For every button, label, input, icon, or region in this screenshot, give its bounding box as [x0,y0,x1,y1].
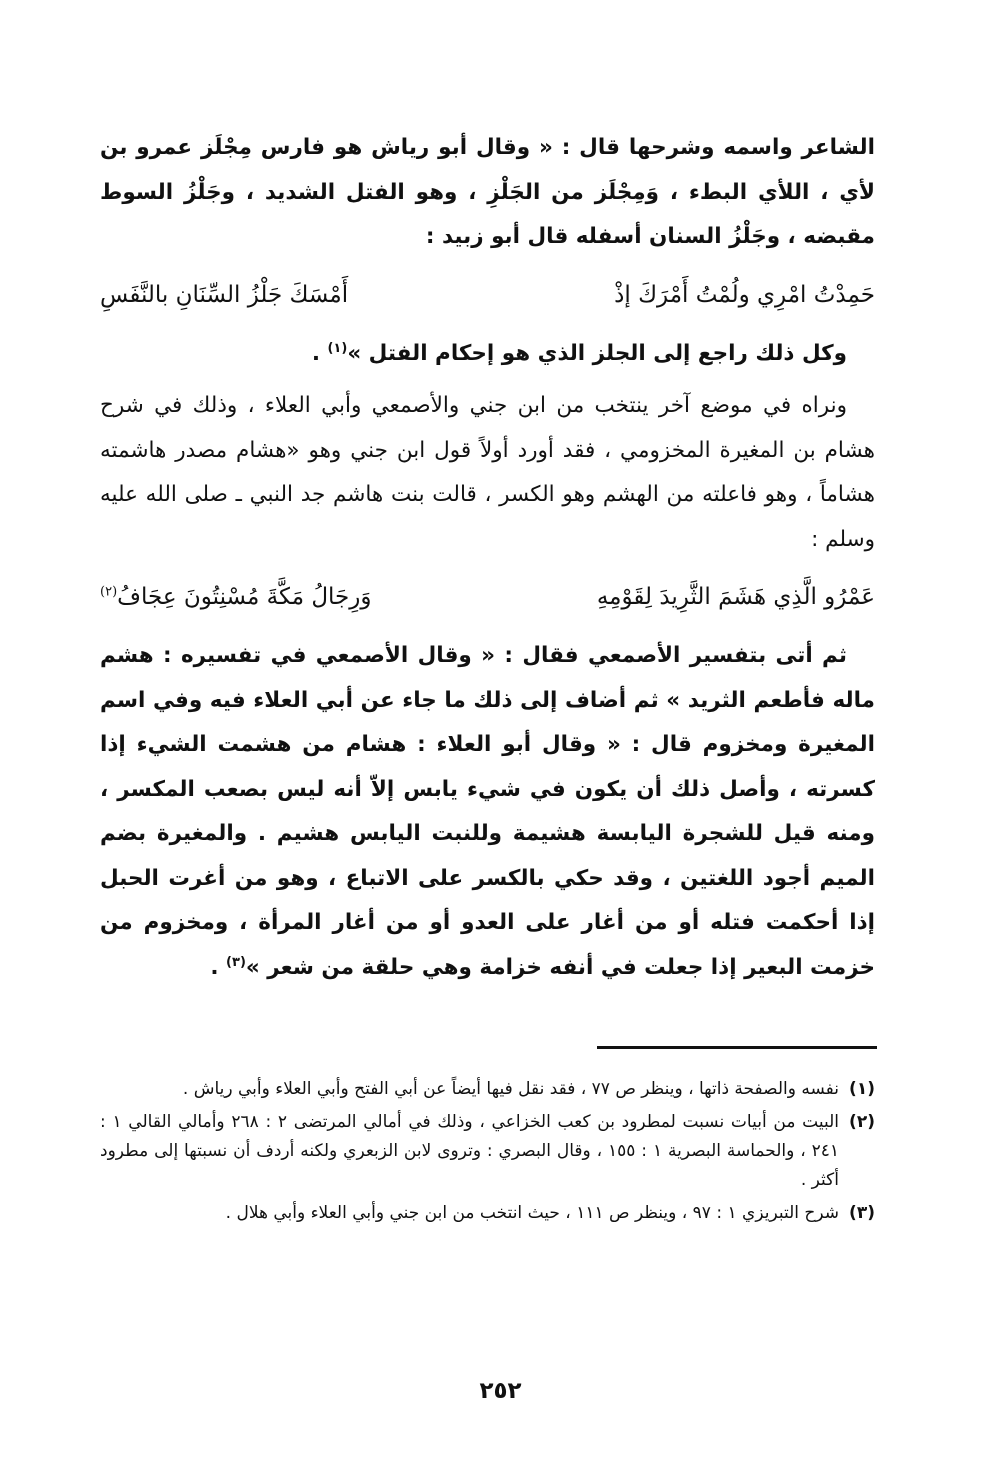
footnote-1 [100,1075,875,1104]
paragraph-1: الشاعر واسمه وشرحها قال : « وقال أبو رياش هو فارس مِجْلَز عمرو بن لأي ، اللأي البطء ، وَمِجْلَز من الجَلْزِ ، وهو الفتل الشديد ، وجَلْزُ السوط مقبضه ، وجَلْزُ السنان أسفله قال أبو زبيد : [100,135,875,249]
footnotes [100,1075,875,1232]
footnote-ref-2: (٢) [100,584,118,600]
footnote-2-number: (٢) [849,1112,875,1132]
footnote-1-number: (١) [849,1079,875,1099]
footnote-1-text: نفسه والصفحة ذاتها ، وينظر ص ٧٧ ، فقد نقل فيها أيضاً عن أبي الفتح وأبي العلاء وأبي رياش . [182,1079,839,1099]
verse-2-first-hemistich: عَمْرُو الَّذِي هَشَمَ الثَّرِيدَ لِقَوْمِهِ [596,584,875,610]
paragraph-2 [100,332,875,377]
footnote-ref-3: (٣) [226,954,246,970]
footnote-separator [597,1046,877,1049]
paragraph-4-text: ثم أتى بتفسير الأصمعي فقال : « وقال الأصمعي في تفسيره : هشم ماله فأطعم الثريد » ثم أضاف إلى ذلك ما جاء عن أبي العلاء فيه وفي اسم المغيرة ومخزوم قال : « وقال أبو العلاء : هشام من هشمت الشيء إذا كسرته ، وأصل ذلك أن يكون في شيء يابس إلاّ أنه ليس بصعب المكسر ، ومنه قيل للشجرة اليابسة هشيمة وللنبت اليابس هشيم . والمغيرة بضم الميم أجود اللغتين ، وقد حكي بالكسر على الاتباع ، وهو من أغرت الحبل إذا أحكمت فتله أو من أغار على العدو أو من أغار المرأة ، ومخزوم من خزمت البعير إذا جعلت في أنفه خزامة وهي حلقة من شعر » [100,643,875,980]
main-text [100,126,875,990]
footnote-ref-1: (١) [327,340,348,356]
paragraph-2-text: وكل ذلك راجع إلى الجلز الذي هو إحكام الفتل » [347,340,847,366]
footnote-3 [100,1199,875,1228]
verse-2-second-text: وَرِجَالُ مَكَّةَ مُسْنِتُونَ عِجَافُ [117,584,372,610]
footnote-2-text: البيت من أبيات نسبت لمطرود بن كعب الخزاعي ، وذلك في أمالي المرتضى ٢ : ٢٦٨ وأمالي القالي ١ : ٢٤١ ، والحماسة البصرية ١ : ١٥٥ ، وقال البصري : وتروى لابن الزبعري ولكنه أردف أن نسبتها إلى مطرود أكثر . [100,1112,839,1190]
paragraph-4 [100,634,875,990]
verse-1 [100,266,875,324]
verse-2 [100,568,875,626]
verse-1-second-hemistich: أَمْسَكَ جَلْزُ السِّنَانِ بالنَّفَسِ [100,281,349,308]
page-number: ٢٥٢ [479,1378,522,1404]
paragraph-2-end: . [311,340,328,366]
footnote-3-text: شرح التبريزي ١ : ٩٧ ، وينظر ص ١١١ ، حيث انتخب من ابن جني وأبي العلاء وأبي هلال . [225,1203,839,1223]
footnote-3-number: (٣) [849,1203,875,1223]
footnote-2 [100,1108,875,1195]
paragraph-4-end: . [210,954,227,980]
verse-2-second-hemistich [100,568,372,626]
paragraph-3: ونراه في موضع آخر ينتخب من ابن جني والأصمعي وأبي العلاء ، وذلك في شرح هشام بن المغيرة المخزومي ، فقد أورد أولاً قول ابن جني وهو «هشام مصدر هاشمته هشاماً ، وهو فاعلته من الهشم وهو الكسر ، قالت بنت هاشم جد النبي ـ صلى الله عليه وسلم : [100,393,875,552]
verse-1-first-hemistich: حَمِدْتُ امْرِي ولُمْتُ أَمْرَكَ إذْ [614,281,875,308]
